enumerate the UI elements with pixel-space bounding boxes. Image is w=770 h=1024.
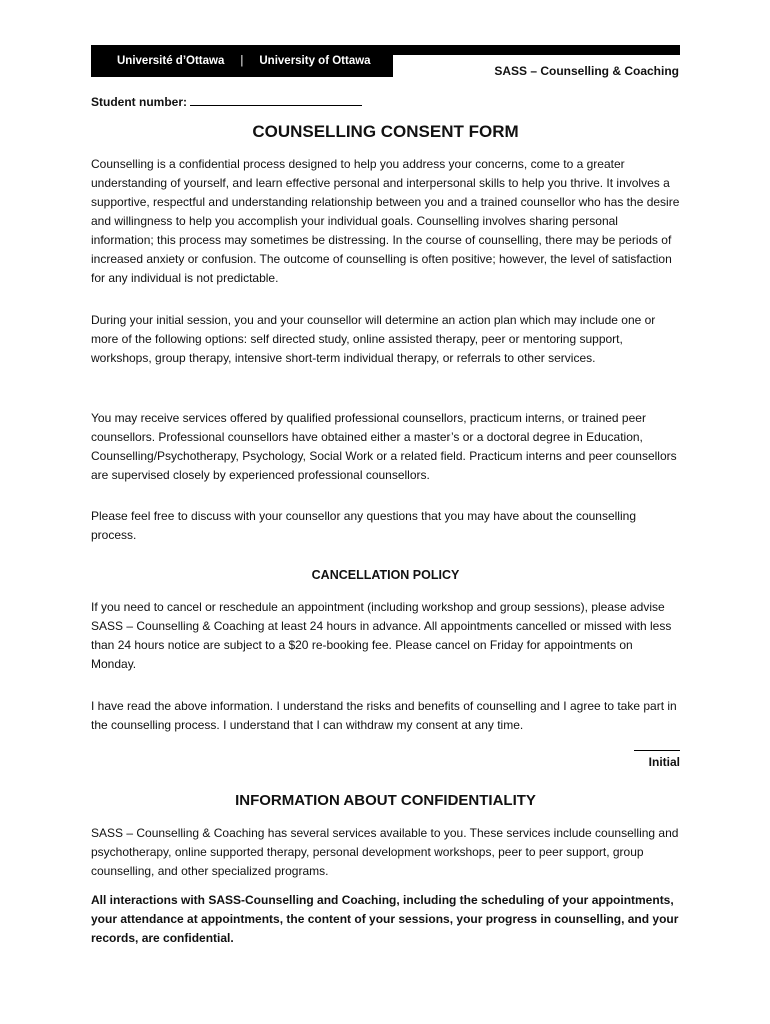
- questions-paragraph: Please feel free to discuss with your counsellor any questions that you may have about the counselling process.: [91, 509, 636, 542]
- confidentiality-heading: INFORMATION ABOUT CONFIDENTIALITY: [235, 792, 536, 809]
- department-name: SASS – Counselling & Coaching: [494, 64, 679, 78]
- services-paragraph: You may receive services offered by qualified professional counsellors, practicum interns, or trained peer counsellors. Professional counsellors have obtained either a master’s or a doctoral degree in Education, Counselling/Psychotherapy, Psychology, Social Work or a related field. Practicum interns and peer counsellors are supervised closely by experienced professional counsellors.: [91, 411, 677, 482]
- initial-field[interactable]: [634, 750, 680, 751]
- student-number-field[interactable]: [190, 93, 362, 106]
- cancellation-heading: CANCELLATION POLICY: [311, 568, 460, 582]
- student-number-label: Student number:: [91, 95, 187, 109]
- university-name-fr: Université d’Ottawa: [117, 55, 225, 67]
- student-number-row: [91, 93, 362, 109]
- initial-session-paragraph: During your initial session, you and your counsellor will determine an action plan which may include one or more of the following options: self directed study, online assisted therapy, peer or mentoring support, workshops, group therapy, intensive short-term individual therapy, or referrals to other services.: [91, 313, 656, 365]
- confidentiality-paragraph: SASS – Counselling & Coaching has several services available to you. These services include counselling and psychotherapy, online supported therapy, personal development workshops, peer to peer support, group counselling, and other specialized programs.: [91, 826, 679, 878]
- intro-paragraph: Counselling is a confidential process designed to help you address your concerns, come to a greater understanding of yourself, and learn effective personal and interpersonal skills to help you thrive. It involves a supportive, respectful and understanding relationship between you and a trained counsellor who has the desire and willingness to help you accomplish your individual goals. Counselling involves sharing personal information; this process may sometimes be distressing. In the course of counselling, there may be periods of increased anxiety or confusion. The outcome of counselling is often positive; however, the level of satisfaction for any individual is not predictable.: [91, 157, 680, 285]
- university-logo-bar: [91, 45, 393, 77]
- confidentiality-bold-paragraph: All interactions with SASS-Counselling and Coaching, including the scheduling of your appointments, your attendance at appointments, the content of your sessions, your progress in counselling, and your records, are confidential.: [91, 893, 679, 945]
- consent-paragraph: I have read the above information. I understand the risks and benefits of counselling and I agree to take part in the counselling process. I understand that I can withdraw my consent at any time.: [91, 699, 677, 732]
- form-title: COUNSELLING CONSENT FORM: [252, 122, 519, 141]
- initial-label: Initial: [648, 755, 680, 769]
- cancellation-paragraph: If you need to cancel or reschedule an appointment (including workshop and group sessions), please advise SASS – Counselling & Coaching at least 24 hours in advance. All appointments cancelled or missed with less than 24 hours notice are subject to a $20 re-booking fee. Please cancel on Friday for appointments on Monday.: [91, 600, 672, 671]
- university-name-en: University of Ottawa: [259, 55, 371, 67]
- logo-separator: |: [240, 55, 244, 67]
